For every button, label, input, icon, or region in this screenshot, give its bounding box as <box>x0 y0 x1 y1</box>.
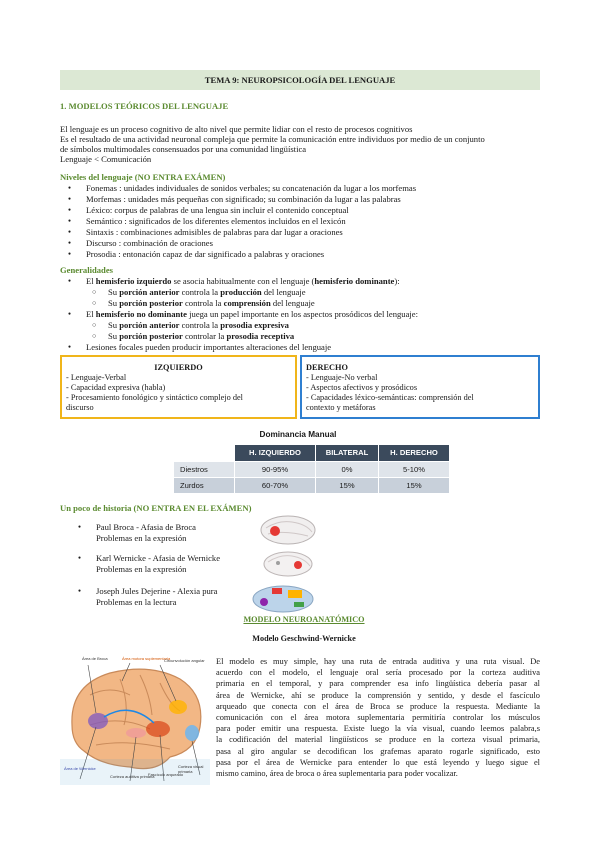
list-item: ○ Su porción posterior controlar la prosodia receptiva <box>60 331 294 342</box>
list-item: ● Karl Wernicke - Afasia de Wernicke <box>70 553 220 564</box>
box-line: - Aspectos afectivos y prosódicos <box>306 382 418 392</box>
table-header: H. IZQUIERDO <box>235 445 316 462</box>
box-line: - Lenguaje-Verbal <box>66 372 127 382</box>
brain-label-layer <box>60 655 210 785</box>
historia-list <box>70 553 220 564</box>
list-item: ● Paul Broca - Afasia de Broca <box>70 522 196 533</box>
table-row: Zurdos 60-70% 15% 15% <box>174 478 450 494</box>
historia-desc: Problemas en la expresión <box>96 564 187 574</box>
box-heading: IZQUIERDO <box>154 363 203 372</box>
list-item: ● Joseph Jules Dejerine - Alexia pura <box>70 586 217 597</box>
dominancia-table <box>173 444 450 494</box>
brain-label: Corteza auditiva primaria <box>110 774 155 779</box>
page-title: TEMA 9: NEUROPSICOLOGÍA DEL LENGUAJE <box>204 74 396 85</box>
generalidades-list <box>60 309 418 320</box>
box-line: - Capacidad expresiva (habla) <box>66 382 166 392</box>
historia-heading: Un poco de historia (NO ENTRA EN EL EXÁMEN) <box>60 503 252 513</box>
section-heading: 1. MODELOS TEÓRICOS DEL LENGUAJE <box>60 101 229 111</box>
box-line: contexto y metáforas <box>306 402 376 412</box>
modelo-paragraph: El modelo es muy simple, hay una ruta de entrada auditiva y una ruta visual. De acuerdo con el modelo, el lenguaje oral sería procesado por la corteza auditiva primaria en el temporal, y para comprender esa info lingüística debería pasar al área de Wernicke, ahí se produce la comprensión y sentido, y desde el fascículo arqueado que conecta con el área de Broca se produce la respuesta. Mediante la comunicación con el área motora suplementaria permitiría controlar los músculos para poder emitir una respuesta. Existe luego la vía visual, cuando leemos palabra,s la codificación del material lingüísticos se produce en la corteza visual primaria, pasa al giro angular se decodifican los grafemas aparato rogarle significado, esto pasa por el área de Wernicke para entender lo que está leyendo y luego sigue el mismo camino, área de broca o área suplementaria para poder vocalizar. <box>216 657 540 779</box>
generalidades-sublist <box>60 287 315 309</box>
historia-list <box>70 522 196 533</box>
box-heading: DERECHO <box>306 363 348 372</box>
box-line: - Lenguaje-No verbal <box>306 372 378 382</box>
historia-desc: Problemas en la lectura <box>96 597 177 607</box>
niveles-heading: Niveles del lenguaje (NO ENTRA EXÁMEN) <box>60 172 226 182</box>
wernicke-brain-image <box>262 550 314 578</box>
box-line: - Capacidades léxico-semánticas: comprensión del <box>306 392 474 402</box>
modelo-subheading: Modelo Geschwind-Wernicke <box>252 634 356 643</box>
list-item: ○ Su porción anterior controla la prosodia expresiva <box>60 320 294 331</box>
list-item: ● Sintaxis : combinaciones admisibles de palabras para dar lugar a oraciones <box>60 227 416 238</box>
list-item: ● Fonemas : unidades individuales de sonidos verbales; su concatenación da lugar a los morfemas <box>60 183 416 194</box>
brain-label: Área de Broca <box>82 656 108 661</box>
title-band <box>60 70 540 90</box>
list-item: ● Lesiones focales pueden producir importantes alteraciones del lenguaje <box>60 342 331 353</box>
generalidades-heading: Generalidades <box>60 265 113 275</box>
list-item: ● Prosodia : entonación capaz de dar significado a palabras y oraciones <box>60 249 416 260</box>
brain-label: Circunvolución angular <box>164 658 205 663</box>
generalidades-sublist <box>60 320 294 342</box>
table-header: H. DERECHO <box>379 445 450 462</box>
brain-label: Corteza visual primaria <box>178 764 204 774</box>
table-row: Diestros 90-95% 0% 5-10% <box>174 462 450 478</box>
generalidades-list <box>60 276 400 287</box>
intro-line: El lenguaje es un proceso cognitivo de alto nivel que permite lidiar con el resto de procesos cognitivos <box>60 124 413 134</box>
brain-label: Área de Wernicke <box>64 766 96 771</box>
historia-list <box>70 586 217 597</box>
list-item: ○ Su porción posterior controla la comprensión del lenguaje <box>60 298 315 309</box>
table-header: BILATERAL <box>316 445 379 462</box>
list-item: ● El hemisferio no dominante juega un papel importante en los aspectos prosódicos del lenguaje: <box>60 309 418 320</box>
historia-desc: Problemas en la expresión <box>96 533 187 543</box>
list-item: ● Discurso : combinación de oraciones <box>60 238 416 249</box>
box-line: - Procesamiento fonológico y sintáctico complejo del <box>66 392 243 402</box>
list-item: ● Morfemas : unidades más pequeñas con significado; su combinación da lugar a las palabras <box>60 194 416 205</box>
modelo-heading: MODELO NEUROANATÓMICO <box>243 615 365 624</box>
dominancia-title: Dominancia Manual <box>259 430 337 439</box>
list-item: ● Semántico : significados de los diferentes elementos incluidos en el lexicón <box>60 216 416 227</box>
broca-brain-image <box>258 514 318 546</box>
list-item: ○ Su porción anterior controla la producción del lenguaje <box>60 287 315 298</box>
list-item: ● Léxico: corpus de palabras de una lengua sin incluir el contenido conceptual <box>60 205 416 216</box>
intro-line: Es el resultado de una actividad neuronal compleja que permite la comunicación entre individuos por medio de un conjunto <box>60 134 485 144</box>
left-hemisphere-box <box>60 355 297 419</box>
intro-line: de símbolos multimodales consensuados por una comunidad lingüística <box>60 144 307 154</box>
niveles-list <box>60 183 416 260</box>
right-hemisphere-box <box>300 355 540 419</box>
brain-label: Área motora suplementaria <box>122 656 171 661</box>
table-header <box>174 445 235 462</box>
brain-label: Fascículo arqueado <box>148 772 184 777</box>
list-item: ● El hemisferio izquierdo se asocia habitualmente con el lenguaje (hemisferio dominante): <box>60 276 400 287</box>
dejerine-brain-image <box>250 582 316 614</box>
box-line: discurso <box>66 402 94 412</box>
generalidades-list <box>60 342 331 353</box>
intro-line: Lenguaje < Comunicación <box>60 154 152 164</box>
